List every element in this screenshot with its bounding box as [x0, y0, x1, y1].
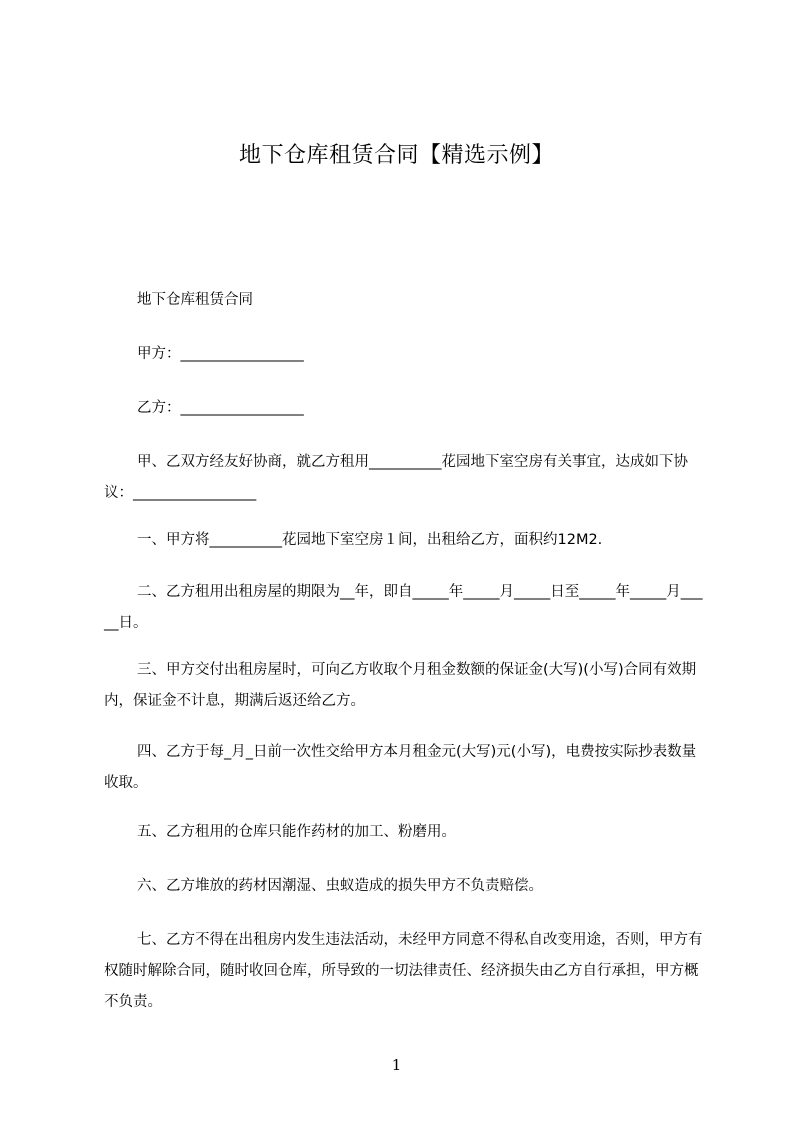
- clause-7: 七、乙方不得在出租房内发生违法活动，未经甲方同意不得私自改变用途，否则，甲方有权随时解除合同，随时收回仓库，所导致的一切法律责任、经济损失由乙方自行承担，甲方概不负责。: [104, 932, 703, 1010]
- document-title: 地下仓库租赁合同【精选示例】: [238, 143, 554, 168]
- party-b-line: 乙方：_________________: [137, 400, 304, 416]
- clause-4: 四、乙方于每_月_日前一次性交给甲方本月租金元(大写)元(小写)，电费按实际抄表数量收取。: [104, 744, 697, 791]
- party-a-line: 甲方：_________________: [137, 346, 304, 362]
- clause-6: 六、乙方堆放的药材因潮湿、虫蚁造成的损失甲方不负责赔偿。: [137, 878, 543, 894]
- clause-2: 二、乙方租用出租房屋的期限为__年，即自_____年_____月_____日至_____年_____月_____日。: [104, 584, 703, 631]
- clause-5: 五、乙方租用的仓库只能作药材的加工、粉磨用。: [137, 824, 456, 840]
- preamble-paragraph: 甲、乙双方经友好协商，就乙方租用__________花园地下室空房有关事宜，达成如下协议：_________________: [104, 454, 688, 501]
- contract-heading: 地下仓库租赁合同: [137, 292, 253, 308]
- page-number: 1: [391, 1056, 402, 1074]
- clause-1: 一、甲方将__________花园地下室空房１间，出租给乙方，面积约12M2.: [137, 532, 603, 548]
- clause-3: 三、甲方交付出租房屋时，可向乙方收取个月租金数额的保证金(大写)(小写)合同有效期内，保证金不计息，期满后返还给乙方。: [104, 662, 697, 709]
